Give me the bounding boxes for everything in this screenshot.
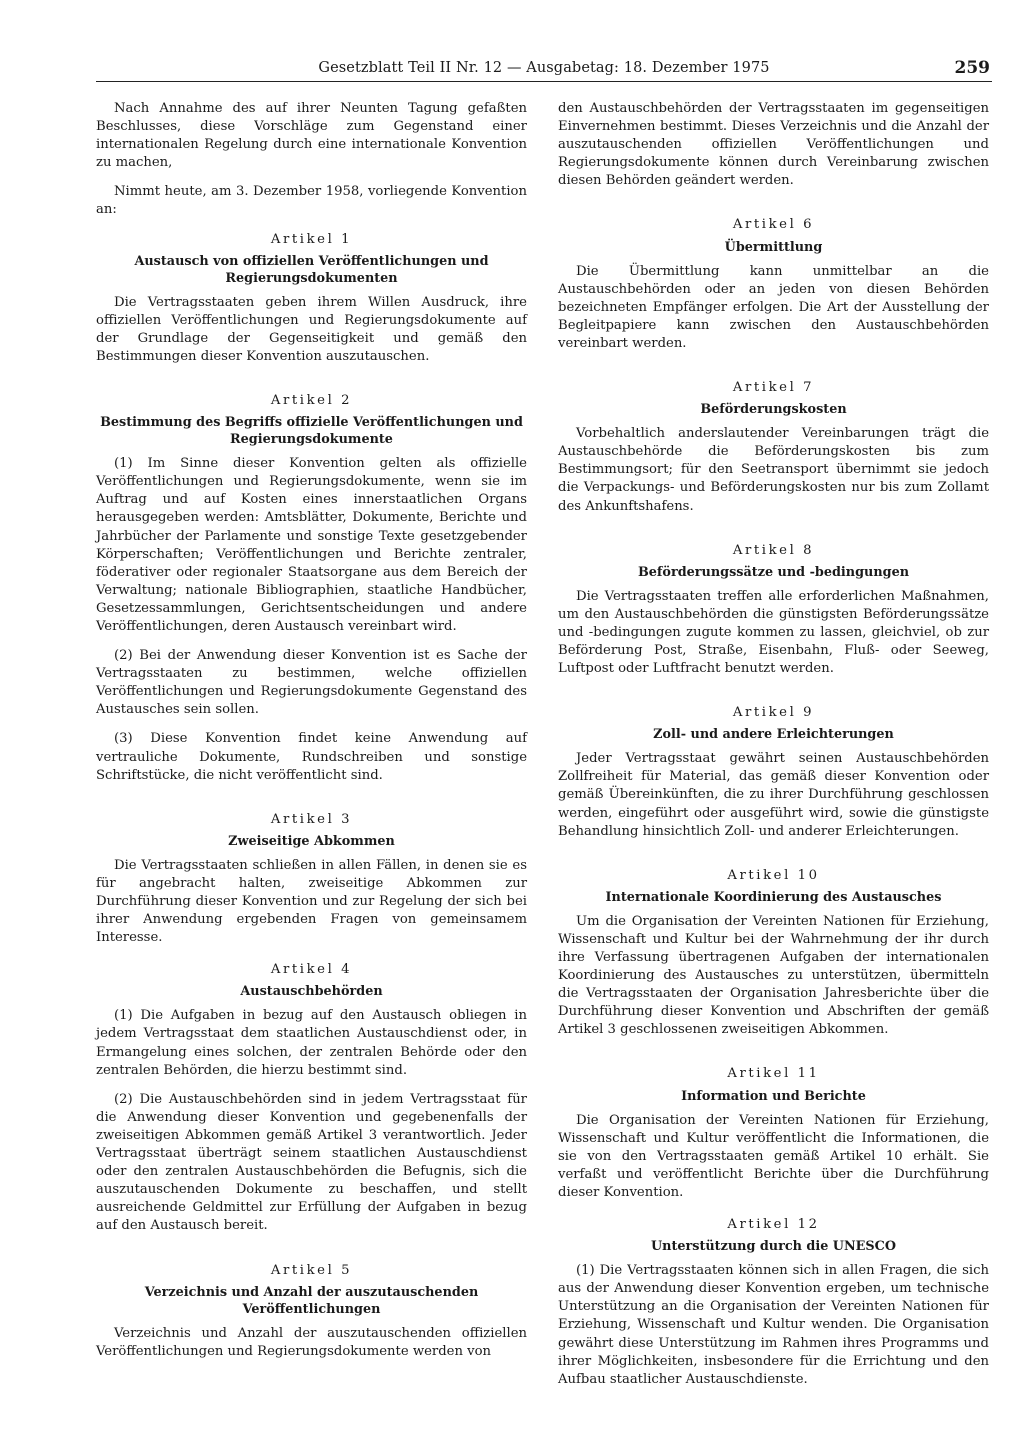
article-10 <box>558 867 989 1040</box>
article-label: Artikel 2 <box>270 393 353 409</box>
article-label: Artikel 11 <box>727 1066 820 1082</box>
article-label: Artikel 7 <box>732 380 815 396</box>
article-title: Beförderungssätze und -bedingungen <box>637 564 910 580</box>
article-paragraph: (1) Die Vertragsstaaten können sich in allen Fragen, die sich aus der Anwendung dieser Konvention ergeben, um technische Unterstützung an die Organisation der Vereinten Nationen für Erziehung, Wissenschaft und Kultur wenden. Die Organisation gewährt diese Unterstützung im Rahmen ihres Programms und ihrer Möglichkeiten, insbesondere für die Errichtung und den Aufbau staatlicher Austauschdienste. <box>558 1263 989 1387</box>
article-title: Information und Berichte <box>681 1088 866 1104</box>
article-7 <box>558 379 989 516</box>
article-11 <box>558 1065 989 1202</box>
article-4 <box>96 961 527 1235</box>
article-12 <box>558 1216 989 1389</box>
article-5-continuation: den Austauschbehörden der Vertragsstaaten im gegenseitigen Einvernehmen bestimmt. Dieses Verzeichnis und die Anzahl der auszutauschenden offiziellen Veröffentlichungen und Regierungsdokumente können durch Vereinbarung zwischen diesen Behörden geändert werden. <box>558 101 989 189</box>
article-paragraph: (3) Diese Konvention findet keine Anwendung auf vertrauliche Dokumente, Rundschreiben und sonstige Schriftstücke, die nicht veröffentlicht sind. <box>96 731 527 783</box>
gazette-title: Gesetzblatt Teil II Nr. 12 — Ausgabetag: 18. Dezember 1975 <box>318 60 770 76</box>
article-3 <box>96 811 527 948</box>
article-label: Artikel 6 <box>732 217 815 233</box>
header-rule <box>96 81 992 82</box>
article-label: Artikel 5 <box>270 1262 353 1278</box>
article-title: Austauschbehörden <box>240 984 383 1000</box>
article-paragraph: Die Vertragsstaaten schließen in allen Fällen, in denen sie es für angebracht halten, zweiseitige Abkommen zur Durchführung dieser Konvention und zur Regelung der sich bei ihrer Anwendung ergebenden Fragen von gemeinsamem Interesse. <box>96 857 527 946</box>
preamble-paragraph: Nimmt heute, am 3. Dezember 1958, vorliegende Konvention an: <box>96 184 527 218</box>
article-label: Artikel 1 <box>270 231 353 247</box>
article-9 <box>558 704 989 841</box>
article-paragraph: Die Vertragsstaaten treffen alle erforderlichen Maßnahmen, um den Austauschbehörden die günstigsten Beförderungssätze und -bedingungen zugute kommen zu lassen, gleichviel, ob zur Beförderung Post, Straße, Eisenbahn, Fluß- oder Seeweg, Luftpost oder Luftfracht benutzt werden. <box>558 588 989 677</box>
article-paragraph: (1) Die Aufgaben in bezug auf den Austausch obliegen in jedem Vertragsstaat dem staatlichen Austauschdienst oder, in Ermangelung eines solchen, der zentralen Behörde oder den zentralen Behörden, die hierzu bestimmt sind. <box>96 1008 527 1078</box>
article-paragraph: Um die Organisation der Vereinten Nationen für Erziehung, Wissenschaft und Kultur bei der Wahrnehmung der ihr durch ihre Verfassung übertragenen Aufgaben der internationalen Koordinierung des Austausches zu unterstützen, übermitteln die Vertragsstaaten der Organisation Jahresberichte über die Durchführung dieser Konvention und Abschriften der gemäß Artikel 3 geschlossenen zweiseitigen Abkommen. <box>558 913 989 1038</box>
article-label: Artikel 3 <box>270 811 353 827</box>
article-paragraph: Die Organisation der Vereinten Nationen für Erziehung, Wissenschaft und Kultur veröffentlicht die Informationen, die sie von den Vertragsstaaten gemäß Artikel 10 erhält. Sie verfaßt und veröffentlicht Berichte über die Durchführung dieser Konvention. <box>558 1112 989 1200</box>
article-label: Artikel 10 <box>727 867 820 883</box>
right-column <box>558 100 989 1400</box>
article-title: Unterstützung durch die UNESCO <box>650 1239 896 1255</box>
article-8 <box>558 542 989 679</box>
preamble-paragraph: Nach Annahme des auf ihrer Neunten Tagung gefaßten Beschlusses, diese Vorschläge zum Gegenstand einer internationalen Regelung durch eine internationale Konvention zu machen, <box>96 101 527 171</box>
page-number: 259 <box>954 58 990 78</box>
article-title: Übermittlung <box>724 239 823 255</box>
article-label: Artikel 8 <box>732 542 815 558</box>
article-label: Artikel 12 <box>727 1217 820 1233</box>
article-paragraph: Die Übermittlung kann unmittelbar an die Austauschbehörden oder an jeden von diesen Behörden bezeichneten Empfänger erfolgen. Die Art der Ausstellung der Begleitpapiere kann zwischen den Austauschbehörden vereinbart werden. <box>558 263 989 351</box>
article-title: Zweiseitige Abkommen <box>228 833 395 849</box>
article-title: Austausch von offiziellen Veröffentlichungen und Regierungsdokumenten <box>134 253 489 286</box>
article-paragraph: Jeder Vertragsstaat gewährt seinen Austauschbehörden Zollfreiheit für Material, das gemäß dieser Konvention oder gemäß Übereinkünften, die zu ihrer Durchführung geschlossen werden, eingeführt oder ausgeführt wird, sowie die günstigste Behandlung hinsichtlich Zoll- und anderer Erleichterungen. <box>558 751 989 839</box>
article-1 <box>96 231 527 366</box>
article-title: Internationale Koordinierung des Austausches <box>605 889 942 905</box>
article-paragraph: (1) Im Sinne dieser Konvention gelten als offizielle Veröffentlichungen und Regierungsdokumente, wenn sie im Auftrag und auf Kosten eines innerstaatlichen Organs herausgegeben werden: Amtsblätter, Dokumente, Berichte und Jahrbücher der Parlamente und sonstige Texte gesetzgebender Körperschaften; Veröffentlichungen und Berichte zentraler, föderativer oder regionaler Staatsorgane aus dem Bereich der Verwaltung; nationale Bibliographien, staatliche Handbücher, Gesetzessammlungen, Gerichtsentscheidungen und andere Veröffentlichungen, deren Austausch vereinbart wird. <box>96 456 527 634</box>
article-title: Verzeichnis und Anzahl der auszutauschenden Veröffentlichungen <box>144 1284 479 1317</box>
article-2 <box>96 392 527 785</box>
article-paragraph: Die Vertragsstaaten geben ihrem Willen Ausdruck, ihre offiziellen Veröffentlichungen und Regierungsdokumente auf der Grundlage der Gegenseitigkeit und gemäß den Bestimmungen dieser Konvention auszutauschen. <box>96 294 527 364</box>
article-label: Artikel 4 <box>270 962 353 978</box>
article-title: Zoll- und andere Erleichterungen <box>653 727 894 743</box>
article-paragraph: Vorbehaltlich anderslautender Vereinbarungen trägt die Austauschbehörde die Beförderungskosten bis zum Bestimmungsort; für den Seetransport übernimmt sie jedoch die Verpackungs- und Beförderungskosten nur bis zum Zollamt des Ankunftshafens. <box>558 426 989 514</box>
article-6 <box>558 216 989 353</box>
article-paragraph: (2) Bei der Anwendung dieser Konvention ist es Sache der Vertragsstaaten zu bestimmen, welche offiziellen Veröffentlichungen und Regierungsdokumente Gegenstand des Austausches sein sollen. <box>96 648 527 718</box>
article-title: Bestimmung des Begriffs offizielle Veröffentlichungen und Regierungsdokumente <box>100 415 523 448</box>
article-label: Artikel 9 <box>732 705 815 721</box>
left-column <box>96 100 527 1372</box>
article-paragraph: (2) Die Austauschbehörden sind in jedem Vertragsstaat für die Anwendung dieser Konvention und gegebenenfalls der zweiseitigen Abkommen gemäß Artikel 3 verantwortlich. Jeder Vertragsstaat überträgt seinem staatlichen Austauschdienst oder den zentralen Austauschbehörden die Befugnis, sich die auszutauschenden Dokumente zu beschaffen, und stellt ausreichende Geldmittel zur Erfüllung der Aufgaben in bezug auf den Austausch bereit. <box>96 1091 527 1234</box>
article-5 <box>96 1262 527 1361</box>
article-paragraph: Verzeichnis und Anzahl der auszutauschenden offiziellen Veröffentlichungen und Regierungsdokumente werden von <box>96 1325 527 1359</box>
page-header <box>96 56 992 86</box>
article-title: Beförderungskosten <box>700 402 847 418</box>
